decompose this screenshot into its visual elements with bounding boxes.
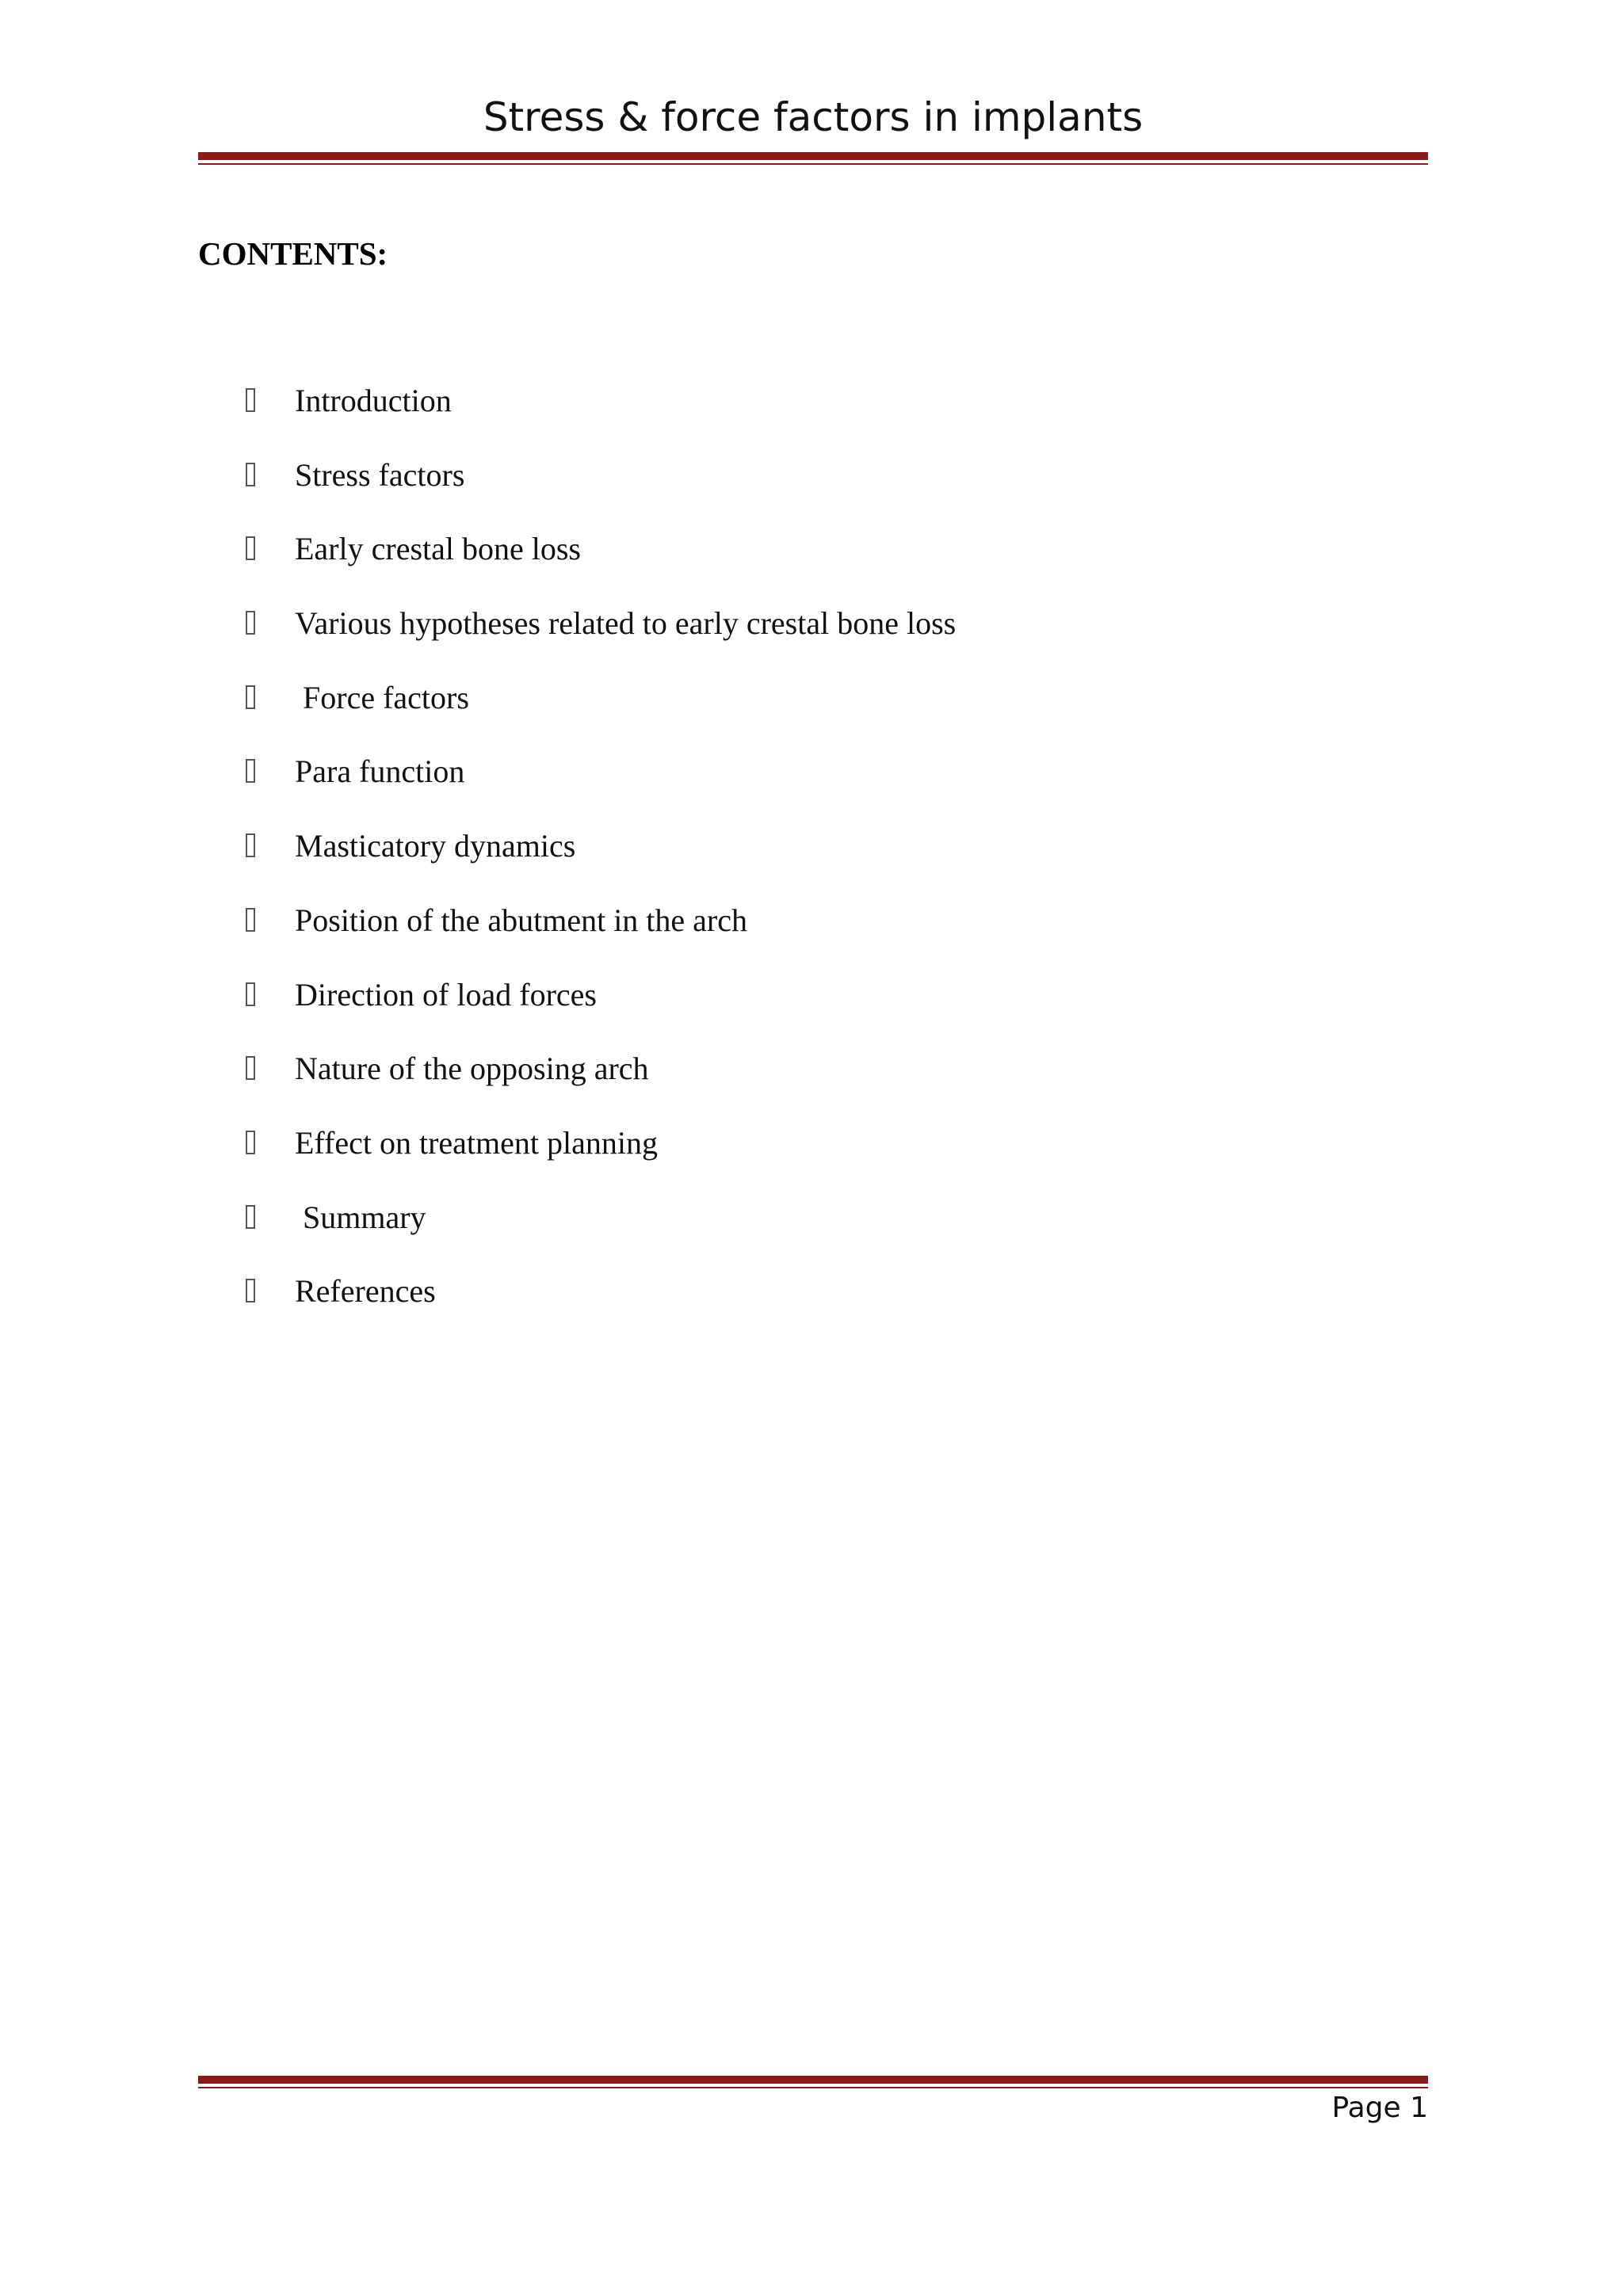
list-item-label: References <box>295 1273 436 1310</box>
list-item-label: Early crestal bone loss <box>295 531 581 567</box>
square-bullet-icon <box>246 1056 255 1080</box>
square-bullet-icon <box>246 833 255 857</box>
square-bullet-icon <box>246 463 255 486</box>
list-item-label: Effect on treatment planning <box>295 1124 658 1161</box>
square-bullet-icon <box>246 759 255 783</box>
list-item-label: Summary <box>295 1199 426 1235</box>
list-item <box>198 1119 1428 1194</box>
list-item <box>198 748 1428 822</box>
list-item-label: Introduction <box>295 383 452 418</box>
list-item <box>198 452 1428 526</box>
header-rule-thin <box>198 163 1428 165</box>
list-item <box>198 1194 1428 1268</box>
square-bullet-icon <box>246 611 255 635</box>
square-bullet-icon <box>246 982 255 1006</box>
list-item <box>198 377 1428 452</box>
list-item <box>198 971 1428 1046</box>
list-item-label: Force factors <box>295 679 469 715</box>
list-item <box>198 1268 1428 1342</box>
header-rule-thick <box>198 152 1428 160</box>
list-item-label: Stress factors <box>295 456 465 493</box>
contents-list <box>198 377 1428 1342</box>
square-bullet-icon <box>246 685 255 709</box>
contents-heading: CONTENTS: <box>198 235 388 272</box>
square-bullet-icon <box>246 1131 255 1154</box>
square-bullet-icon <box>246 388 255 412</box>
page-number: Page 1 <box>1331 2092 1428 2124</box>
square-bullet-icon <box>246 908 255 932</box>
square-bullet-icon <box>246 536 255 560</box>
list-item-label: Nature of the opposing arch <box>295 1051 649 1087</box>
list-item-label: Masticatory dynamics <box>295 828 576 864</box>
list-item <box>198 822 1428 897</box>
list-item-label: Para function <box>295 753 465 790</box>
list-item <box>198 897 1428 971</box>
list-item <box>198 1045 1428 1119</box>
square-bullet-icon <box>246 1279 255 1302</box>
list-item-label: Position of the abutment in the arch <box>295 902 747 938</box>
list-item-label: Direction of load forces <box>295 976 597 1013</box>
list-item <box>198 525 1428 600</box>
footer-rule-thin <box>198 2087 1428 2088</box>
page-header-title: Stress & force factors in implants <box>483 94 1144 140</box>
list-item-label: Various hypotheses related to early crestal bone loss <box>295 605 957 642</box>
list-item <box>198 600 1428 674</box>
list-item <box>198 674 1428 749</box>
footer-rule-thick <box>198 2076 1428 2084</box>
square-bullet-icon <box>246 1205 255 1229</box>
